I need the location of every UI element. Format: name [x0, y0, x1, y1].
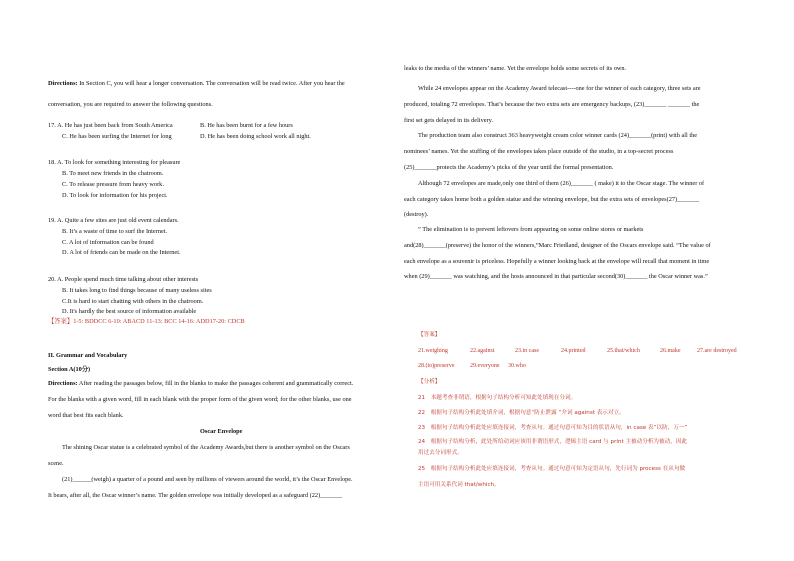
q17-option-c: C. He has been surfing the Internet for long	[62, 133, 172, 140]
answer-21: 21.weighing	[418, 348, 448, 354]
right-line-11: ” The elimination is to prevent leftovers from appearing on some online stores or markets	[418, 226, 644, 233]
paragraph-2-line-2: It bears, after all, the Oscar winner’s name. The golden envelope was initially developed as a safeguard (22)_______	[48, 492, 343, 499]
right-line-1: leaks to the media of the winners’ name. Yet the envelope holds some secrets of its own.	[404, 65, 627, 72]
analysis-25-line-2: 主语可用关系代词 that/which。	[418, 482, 500, 488]
q17-option-a: 17. A. He has just been back from South America	[48, 122, 173, 129]
q20-option-b: B. It takes long to find things because of many useless sites	[62, 287, 212, 294]
right-line-9: each category takes home both a golden statue and the winning envelope, but the extra sets of envelopes(27)_______	[404, 196, 700, 203]
q19-option-a: 19. A. Quite a few sites are just old event calendars.	[48, 217, 179, 224]
answer-24: 24.printed	[561, 348, 586, 354]
q19-option-d: D. A lot of friends can be made on the Internet.	[62, 249, 181, 256]
paragraph-1-line-2: scene.	[48, 460, 64, 467]
paragraph-1-line-1: The shining Oscar statue is a celebrated symbol of the Academy Awards,but there is another symbol on the Oscars	[62, 444, 350, 451]
answer-key: 【答案】1-5: BDDCC 6-10: ABACD 11-13: BCC 14-16: ADD17-20: CDCB	[48, 318, 245, 325]
right-line-2: While 24 envelopes appear on the Academy Award telecast----one for the winner of each category, three sets are	[418, 85, 701, 92]
paragraph-2-line-1: (21)______(weigh) a quarter of a pound and seen by millions of viewers around the world, it’s the Oscar Envelope.	[62, 476, 353, 483]
right-line-3: produced, totaling 72 envelopes. That’s because the two extra sets are emergency backups, (23)_______ _______ the	[404, 101, 700, 108]
directions-c-line-2: conversation, you are required to answer the following questions.	[48, 101, 213, 108]
analysis-25-line-1: 25 根据句子结构分析此处应填连接词，考查从句。通过句意可知为定语从句，先行词为 process 在从句做	[418, 466, 686, 472]
analysis-21: 21 本题考查非谓语，根据句子结构分析可知此处填现在分词。	[418, 395, 577, 401]
right-line-12: and(28)_______(preserve) the honor of the winners,”Marc Friedland, designer of the Oscars envelope said. “The value of	[404, 242, 711, 249]
directions-a-line-1: Directions: After reading the passages below, fill in the blanks to make the passages coherent and grammatically correct.	[48, 380, 354, 387]
right-line-7: (25)_______protects the Academy’s picks of the year until the formal presentation.	[404, 164, 614, 171]
q18-option-b: B. To meet new friends in the chatroom.	[62, 170, 164, 177]
answer-30: 30.who	[508, 363, 526, 369]
analysis-label: 【分析】	[418, 379, 441, 385]
answer-28: 28.(to)preserve	[418, 363, 455, 369]
passage-title: Oscar Envelope	[200, 428, 243, 435]
q19-option-c: C. A lot of information can be found	[62, 239, 154, 246]
right-line-8: Although 72 envelopes are made,only one third of them (26)_______ ( make) it to the Oscar stage. The winner of	[418, 180, 705, 187]
answer-29: 29.everyone	[470, 363, 500, 369]
right-line-5: The production team also construct 363 heavyweight cream color winner cards (24)_______(print) with all the	[418, 132, 698, 139]
answer-label: 【答案】	[418, 332, 441, 338]
q18-option-c: C. To release pressure from heavy work.	[62, 181, 164, 188]
answer-25: 25.that/which	[607, 348, 640, 354]
q17-option-b: B. He has been burnt for a few hours	[200, 122, 293, 129]
analysis-24-line-2: 用过去分词形式。	[418, 450, 463, 456]
directions-a-line-3: word that best fits each blank.	[48, 412, 124, 419]
analysis-23: 23 根据句子结构分析此处应填连接词，考查从句。通过句意可知为目的状语从句，in case 表“以防，万一”	[418, 425, 688, 431]
q20-option-c: C.It is hard to start chatting with others in the chatroom.	[62, 298, 204, 305]
q19-option-b: B. It’s a waste of time to surf the Internet.	[62, 228, 168, 235]
section-a-label: Section A(10分)	[48, 366, 91, 373]
q20-option-d: D. It's hardly the best source of information available	[62, 308, 197, 315]
right-line-4: first set gets delayed in its delivery.	[404, 117, 493, 124]
directions-a-line-2: For the blanks with a given word, fill in each blank with the proper form of the given word; for the other blanks, use one	[48, 396, 352, 403]
right-line-14: when (29)_______ was watching, and the hosts announced in that particular second(30)_______ the Oscar winner was.”	[404, 273, 708, 280]
answer-26: 26.make	[660, 348, 681, 354]
answer-23: 23.in case	[515, 348, 539, 354]
q18-option-a: 18. A. To look for something interesting for pleasure	[48, 159, 181, 166]
answer-27: 27.are destroyed	[697, 348, 737, 354]
answer-22: 22.against	[470, 348, 495, 354]
right-line-13: each envelope as a souvenir is priceless. Hopefully a winner looking back at the envelope will recall that moment in time	[404, 258, 710, 265]
section-title: II. Grammar and Vocabulary	[48, 352, 128, 359]
right-line-6: nominees’ names. Yet the stuffing of the envelopes takes place outside of the studio, in a top-secret process	[404, 148, 674, 155]
q17-option-d: D. He has been doing school work all night.	[200, 133, 311, 140]
directions-c-line-1: Directions: In Section C, you will hear a longer conversation. The conversation will be read twice. After you hear the	[48, 80, 345, 87]
right-line-10: (destroy).	[404, 211, 429, 218]
analysis-24-line-1: 24 根据句子结构分析，此处所给动词应该用非谓语形式，逻辑主语 card 与 print 主被动分析为被动，因此	[418, 439, 687, 445]
q18-option-d: D. To look for information for his project.	[62, 192, 168, 199]
analysis-22: 22 根据句子结构分析此处填介词，根据句意“防止泄露 ”介词 against 表示对立。	[418, 410, 625, 416]
q20-option-a: 20. A. People spend much time talking about other interests	[48, 276, 199, 283]
